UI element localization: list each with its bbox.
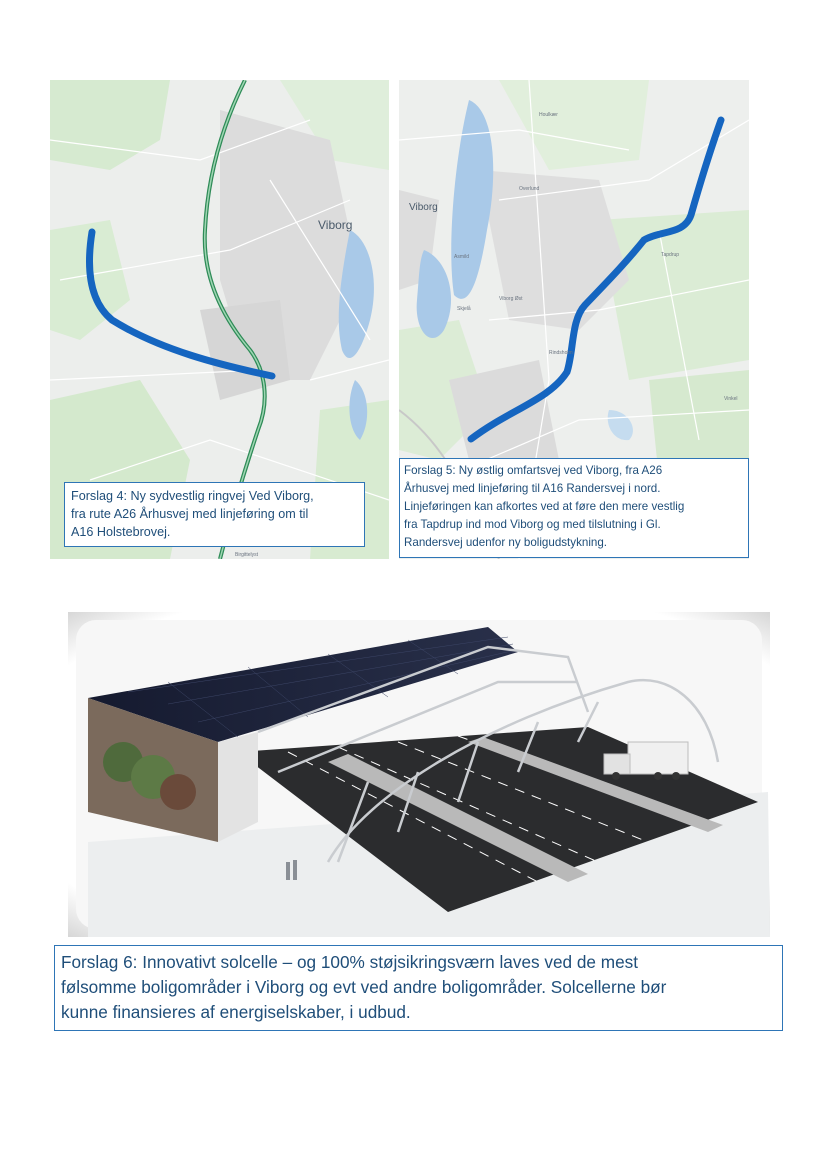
map-right-place-vinkel: Vinkel [724, 396, 738, 402]
caption-forslag-6 [54, 945, 783, 1031]
map-right-place-rindsholm: Rindsholm [549, 350, 573, 356]
caption-forslag-4 [64, 482, 365, 547]
map-right-place-overlund: Overlund [519, 186, 540, 192]
map-right-place-viborg-ost: Viborg Øst [499, 296, 523, 302]
caption-forslag-5 [399, 458, 749, 558]
map-right-city-label: Viborg [409, 202, 438, 213]
caption-forslag-5-text: Forslag 5: Ny østlig omfartsvej ved Viborg, fra A26 Århusvej med linjeføring til A16 Randersvej i nord. Linjeføringen kan afkortes ved at føre den mere vestlig fra Tapdrup ind mod Viborg og med tilslutning i Gl. Randersvej udenfor ny boligudstykning. [404, 464, 685, 549]
map-right-place-asmild: Asmild [454, 254, 470, 260]
map-right [399, 80, 749, 559]
caption-forslag-4-text: Forslag 4: Ny sydvestlig ringvej Ved Viborg, fra rute A26 Århusvej med linjeføring om til A16 Holstebrovej. [71, 489, 314, 539]
map-left [50, 80, 389, 559]
map-right-place-tapdrup: Tapdrup [661, 252, 680, 258]
map-right-place-houlkaer: Houlkær [539, 112, 558, 118]
render-graphic [68, 612, 770, 937]
map-left-place-label: Birgittelyst [235, 552, 259, 558]
solar-noise-barrier-render [68, 612, 770, 937]
map-left-city-label: Viborg [318, 218, 353, 232]
map-right-place-skjela: Skjelå [457, 306, 471, 312]
caption-forslag-6-text: Forslag 6: Innovativt solcelle – og 100% støjsikringsværn laves ved de mest følsomme boligområder i Viborg og evt ved andre boligområder. Solcellerne bør kunne finansieres af energiselskaber, i udbud. [61, 952, 667, 1022]
